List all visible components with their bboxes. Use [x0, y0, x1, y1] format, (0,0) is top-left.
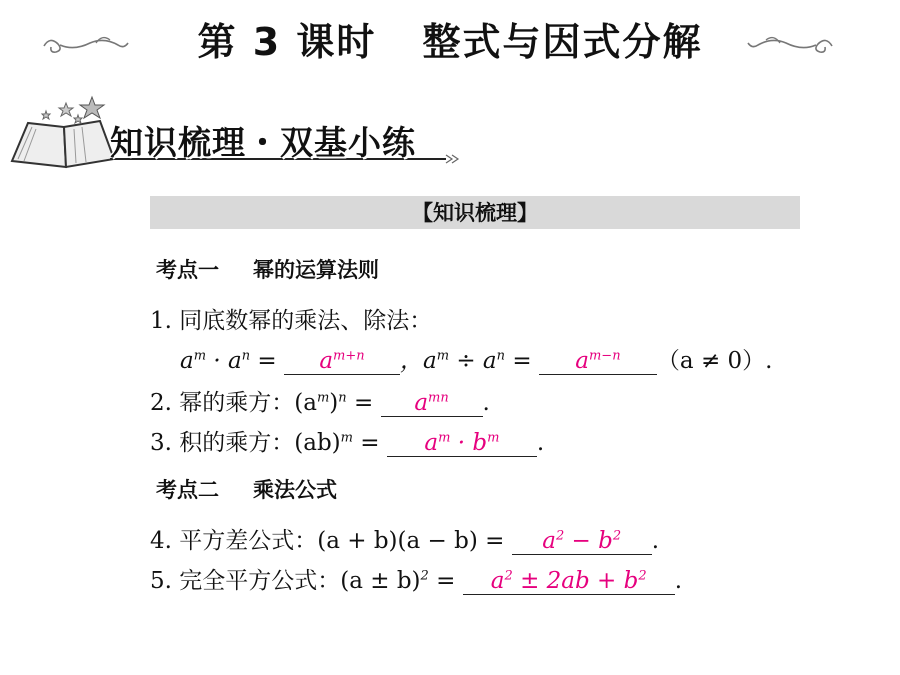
- item-4-answer-mid: − b: [564, 528, 613, 554]
- item-1-mul-exp-n: n: [241, 348, 251, 364]
- kaodian-1: [156, 254, 379, 284]
- item-4-text: 4. 平方差公式：(a + b)(a − b) =: [150, 528, 512, 554]
- item-2-answer: [381, 390, 483, 417]
- item-1-answer-2: [539, 348, 657, 375]
- item-5-answer-a: a: [490, 568, 505, 594]
- item-5-exp: 2: [420, 568, 429, 584]
- item-3: [150, 424, 544, 457]
- item-4: [150, 522, 659, 555]
- item-3-text: 3. 积的乘方：(ab): [150, 430, 341, 456]
- item-1-answer-1-exp: m+n: [333, 348, 365, 364]
- item-5-eq: =: [428, 568, 463, 594]
- item-3-eq: =: [352, 430, 387, 456]
- item-1-div-exp-n: n: [496, 348, 506, 364]
- item-1-div-mid: ÷ a: [449, 348, 497, 374]
- item-1-eq-2: =: [505, 348, 539, 374]
- item-3-answer-a-exp: m: [438, 430, 451, 446]
- item-3-answer-a: a: [424, 430, 439, 456]
- item-1-mul-base: a: [180, 348, 194, 374]
- item-2-answer-exp: mn: [428, 390, 449, 406]
- item-3-end: .: [536, 430, 545, 456]
- item-3-answer: [387, 430, 537, 457]
- item-5-answer-mid: ± 2ab + b: [512, 568, 639, 594]
- section-header: 【知识梳理】: [150, 196, 800, 229]
- item-1-div-exp-m: m: [436, 348, 450, 364]
- item-1-mul-mid: · a: [206, 348, 242, 374]
- item-1-answer-1-base: a: [319, 348, 334, 374]
- banner-title: 知识梳理・双基小练: [110, 123, 416, 162]
- item-1-answer-2-exp: m−n: [588, 348, 621, 364]
- item-1-mul-exp-m: m: [193, 348, 207, 364]
- right-swirl-ornament: [744, 32, 836, 58]
- item-2-end: .: [482, 390, 490, 416]
- item-1-heading: 1. 同底数幂的乘法、除法：: [150, 308, 433, 334]
- item-1-condition: （a ≠ 0）.: [656, 348, 773, 374]
- item-2-close: ): [329, 390, 339, 416]
- item-4-answer: [512, 528, 652, 555]
- item-5-text: 5. 完全平方公式：(a ± b): [150, 568, 421, 594]
- item-1-answer-2-base: a: [575, 348, 589, 374]
- kaodian-2-text: 乘法公式: [253, 477, 337, 502]
- title-topic: 整式与因式分解: [422, 20, 703, 64]
- item-1-formula: [180, 342, 772, 375]
- item-5: [150, 562, 682, 595]
- item-5-answer-b-exp: 2: [638, 568, 647, 584]
- item-3-exp-m: m: [340, 430, 353, 446]
- item-1-answer-1: [284, 348, 400, 375]
- item-5-answer: [463, 568, 675, 595]
- kaodian-2-label: 考点二: [156, 477, 219, 502]
- item-2-eq: =: [346, 390, 381, 416]
- kaodian-1-label: 考点一: [156, 257, 219, 282]
- item-3-answer-dot-b: · b: [450, 430, 488, 456]
- item-2: [150, 384, 490, 417]
- item-2-exp-n: n: [338, 390, 347, 406]
- title-lesson: 第 3 课时: [197, 20, 377, 64]
- item-2-text: 2. 幂的乘方：(a: [150, 390, 317, 416]
- item-4-answer-a: a: [542, 528, 556, 554]
- item-2-answer-base: a: [414, 390, 429, 416]
- kaodian-2: [156, 474, 337, 504]
- item-5-answer-a-exp: 2: [504, 568, 513, 584]
- item-1-eq-1: =: [250, 348, 284, 374]
- item-2-exp-m: m: [316, 390, 330, 406]
- item-4-answer-a-exp: 2: [555, 528, 565, 544]
- kaodian-1-text: 幂的运算法则: [253, 257, 379, 282]
- item-5-end: .: [674, 568, 683, 594]
- item-1-div-base: ，a: [399, 348, 437, 374]
- item-4-answer-b-exp: 2: [612, 528, 622, 544]
- item-4-end: .: [651, 528, 660, 554]
- item-3-answer-b-exp: m: [487, 430, 500, 446]
